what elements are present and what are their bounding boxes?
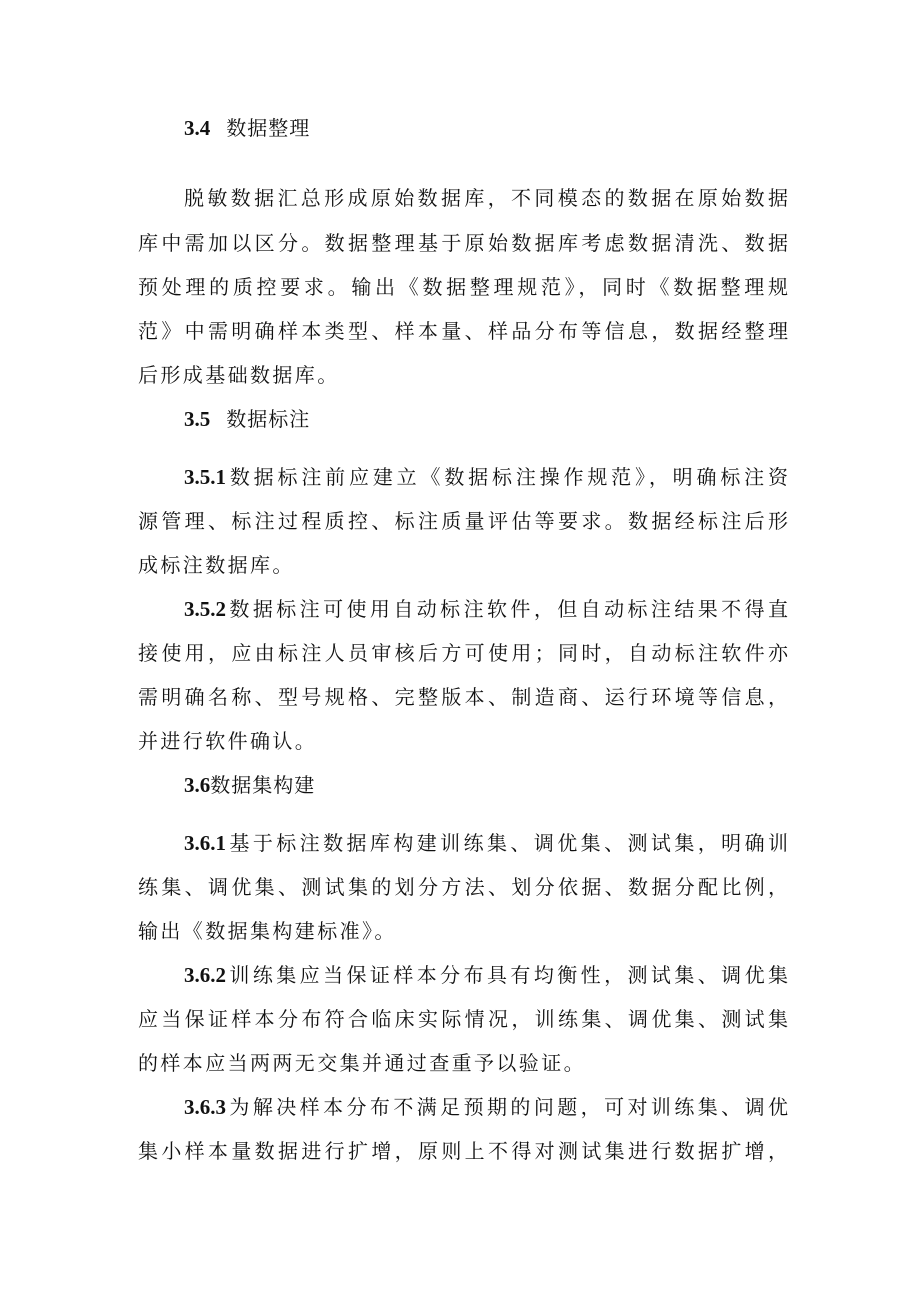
clause-text: 数据标注前应建立《数据标注操作规范》，明确标注资 <box>226 465 788 489</box>
section-number: 3.4 <box>184 116 211 140</box>
section-number: 3.6 <box>184 773 211 797</box>
paragraph-line: 成标注数据库。 <box>138 553 295 577</box>
paragraph-line: 后形成基础数据库。 <box>138 363 340 387</box>
paragraph-line: 源管理、标注过程质控、标注质量评估等要求。数据经标注后形 <box>138 509 788 533</box>
paragraph-line: 的样本应当两两无交集并通过查重予以验证。 <box>138 1051 586 1075</box>
paragraph-line: 范》中需明确样本类型、样本量、样品分布等信息，数据经整理 <box>138 319 788 343</box>
heading-3-5 <box>184 404 310 434</box>
paragraph-line <box>184 960 788 990</box>
paragraph-line: 应当保证样本分布符合临床实际情况，训练集、调优集、测试集 <box>138 1007 788 1031</box>
paragraph-line: 接使用，应由标注人员审核后方可使用；同时，自动标注软件亦 <box>138 641 788 665</box>
heading-3-4 <box>184 113 310 143</box>
paragraph-line: 需明确名称、型号规格、完整版本、制造商、运行环境等信息， <box>138 685 788 709</box>
paragraph-line: 输出《数据集构建标准》。 <box>138 919 397 943</box>
paragraph-line <box>184 1092 788 1122</box>
section-title: 数据集构建 <box>210 773 316 797</box>
clause-number: 3.6.3 <box>184 1095 226 1119</box>
section-title: 数据整理 <box>226 116 311 140</box>
clause-number: 3.5.2 <box>184 597 226 621</box>
paragraph-line: 脱敏数据汇总形成原始数据库，不同模态的数据在原始数据 <box>184 186 788 210</box>
paragraph-line: 练集、调优集、测试集的划分方法、划分依据、数据分配比例， <box>138 875 788 899</box>
clause-number: 3.5.1 <box>184 465 226 489</box>
section-title: 数据标注 <box>226 407 311 431</box>
clause-number: 3.6.2 <box>184 963 226 987</box>
clause-text: 数据标注可使用自动标注软件，但自动标注结果不得直 <box>226 597 788 621</box>
clause-text: 基于标注数据库构建训练集、调优集、测试集，明确训 <box>226 831 788 855</box>
paragraph-line: 集小样本量数据进行扩增，原则上不得对测试集进行数据扩增， <box>138 1139 788 1163</box>
clause-text: 为解决样本分布不满足预期的问题，可对训练集、调优 <box>226 1095 788 1119</box>
paragraph-line <box>184 594 788 624</box>
paragraph-line: 并进行软件确认。 <box>138 729 318 753</box>
section-number: 3.5 <box>184 407 211 431</box>
clause-number: 3.6.1 <box>184 831 226 855</box>
heading-3-6 <box>184 770 315 800</box>
paragraph-line: 预处理的质控要求。输出《数据整理规范》，同时《数据整理规 <box>138 275 788 299</box>
paragraph-line <box>184 462 788 492</box>
paragraph-line <box>184 828 788 858</box>
clause-text: 训练集应当保证样本分布具有均衡性，测试集、调优集 <box>226 963 788 987</box>
paragraph-line: 库中需加以区分。数据整理基于原始数据库考虑数据清洗、数据 <box>138 231 788 255</box>
